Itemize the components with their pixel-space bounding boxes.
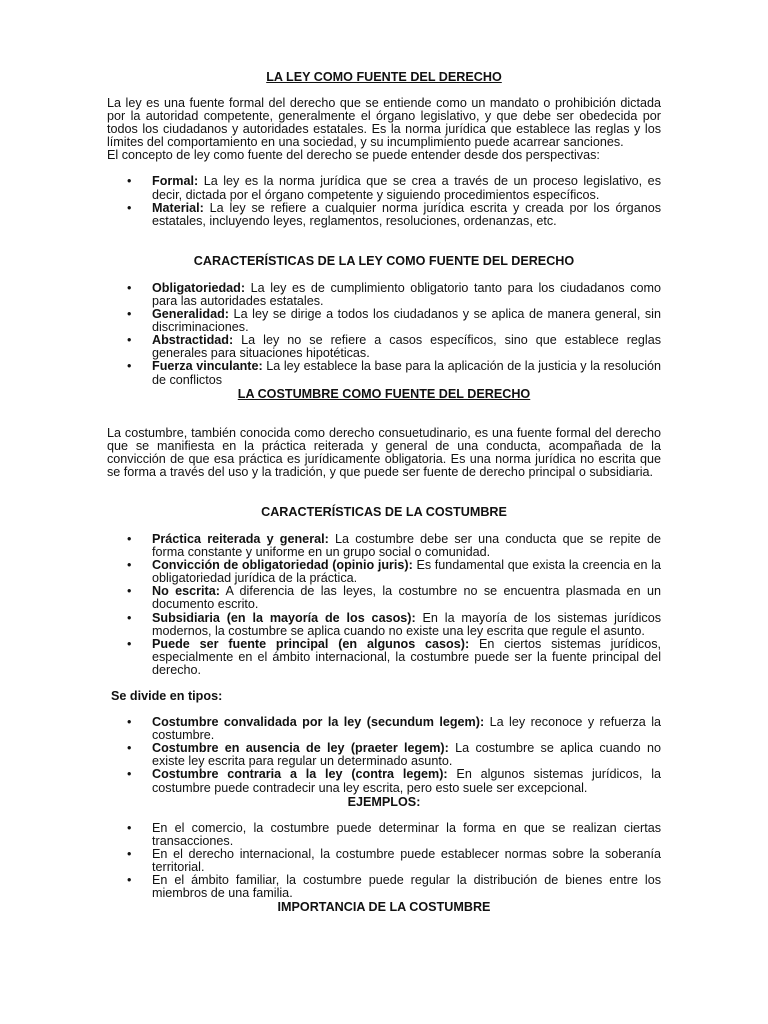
- list-item: [107, 308, 661, 334]
- section-title-importancia: IMPORTANCIA DE LA COSTUMBRE: [277, 900, 491, 915]
- bullet-icon: •: [127, 873, 132, 888]
- list-item: [107, 360, 661, 386]
- list-item: [107, 848, 661, 874]
- list-item: [107, 716, 661, 742]
- list-item: [107, 175, 661, 201]
- list-item: [107, 559, 661, 585]
- ley-perspectives-list: [107, 175, 661, 227]
- list-item-text: En el derecho internacional, la costumbre puede establecer normas sobre la soberanía territorial.: [152, 846, 661, 874]
- list-item-term: Costumbre convalidada por la ley (secundum legem):: [152, 715, 485, 730]
- list-item: [107, 334, 661, 360]
- list-item-term: Obligatoriedad:: [152, 280, 246, 295]
- list-item-term: Práctica reiterada y general:: [152, 531, 329, 546]
- bullet-icon: •: [127, 741, 132, 756]
- caracteristicas-ley-list: [107, 282, 661, 387]
- list-item-term: Costumbre en ausencia de ley (praeter legem):: [152, 741, 449, 756]
- document-body: [107, 70, 661, 914]
- ley-definition-paragraph: La ley es una fuente formal del derecho que se entiende como un mandato o prohibición dictada por la autoridad competente, generalmente el órgano legislativo, y que debe ser obedecida por todos los ciudadanos y autoridades estatales. Es la norma jurídica que establece las reglas y los límites del comportamiento en una sociedad, y su incumplimiento puede acarrear sanciones.: [107, 96, 661, 150]
- list-item-text: A diferencia de las leyes, la costumbre no se encuentra plasmada en un documento escrito.: [152, 584, 661, 612]
- list-item-text: La ley no se refiere a casos específicos, sino que establece reglas generales para situaciones hipotéticas.: [152, 333, 661, 361]
- ejemplos-list: [107, 822, 661, 901]
- list-item-text: La ley es la norma jurídica que se crea a través de un proceso legislativo, es decir, dictada por el órgano competente y siguiendo procedimientos específicos.: [152, 174, 661, 202]
- bullet-icon: •: [127, 333, 132, 348]
- bullet-icon: •: [127, 767, 132, 782]
- list-item-text: La ley reconoce y refuerza la costumbre.: [152, 715, 661, 743]
- list-item-text: En la mayoría de los sistemas jurídicos modernos, la costumbre se aplica cuando no existe una ley escrita que regule el asunto.: [152, 610, 661, 638]
- list-item: [107, 742, 661, 768]
- list-item: [107, 282, 661, 308]
- list-item-term: Convicción de obligatoriedad (opinio juris):: [152, 558, 413, 573]
- list-item-term: Fuerza vinculante:: [152, 359, 263, 374]
- list-item: [107, 638, 661, 677]
- list-item-term: Costumbre contraria a la ley (contra legem):: [152, 767, 448, 782]
- list-item-text: En el ámbito familiar, la costumbre puede regular la distribución de bienes entre los miembros de una familia.: [152, 873, 661, 901]
- list-item-term: Material:: [152, 200, 204, 215]
- caracteristicas-costumbre-list: [107, 533, 661, 677]
- list-item-text: La costumbre se aplica cuando no existe ley escrita para regular un determinado asunto.: [152, 741, 661, 769]
- bullet-icon: •: [127, 359, 132, 374]
- list-item-text: En ciertos sistemas jurídicos, especialmente en el ámbito internacional, la costumbre puede ser la fuente principal del derecho.: [152, 636, 661, 677]
- list-item-term: Abstractidad:: [152, 333, 234, 348]
- list-item-text: En algunos sistemas jurídicos, la costumbre puede contradecir una ley escrita, pero esto suele ser excepcional.: [152, 767, 661, 795]
- bullet-icon: •: [127, 531, 132, 546]
- list-item-text: La ley es de cumplimiento obligatorio tanto para los ciudadanos como para las autoridades estatales.: [152, 280, 661, 308]
- list-item-text: La ley se refiere a cualquier norma jurídica escrita y creada por los órganos estatales, incluyendo leyes, reglamentos, resoluciones, ordenanzas, etc.: [152, 200, 661, 228]
- bullet-icon: •: [127, 584, 132, 599]
- list-item-term: Subsidiaria (en la mayoría de los casos):: [152, 610, 416, 625]
- tipos-costumbre-list: [107, 716, 661, 795]
- list-item: [107, 585, 661, 611]
- list-item: [107, 612, 661, 638]
- list-item-term: No escrita:: [152, 584, 220, 599]
- list-item: [107, 874, 661, 900]
- bullet-icon: •: [127, 280, 132, 295]
- bullet-icon: •: [127, 558, 132, 573]
- list-item-text: Es fundamental que exista la creencia en la obligatoriedad jurídica de la práctica.: [152, 558, 661, 586]
- ley-perspectives-intro: El concepto de ley como fuente del derecho se puede entender desde dos perspectivas:: [107, 148, 600, 163]
- tipos-label: Se divide en tipos:: [111, 689, 223, 703]
- section-title-ley: LA LEY COMO FUENTE DEL DERECHO: [266, 70, 502, 84]
- bullet-icon: •: [127, 846, 132, 861]
- list-item: [107, 768, 661, 794]
- list-item-term: Formal:: [152, 174, 199, 189]
- list-item: [107, 202, 661, 228]
- section-title-caracteristicas-ley: CARACTERÍSTICAS DE LA LEY COMO FUENTE DEL DERECHO: [193, 253, 575, 268]
- list-item-text: La ley establece la base para la aplicación de la justicia y la resolución de conflictos: [152, 359, 661, 387]
- list-item: [107, 533, 661, 559]
- bullet-icon: •: [127, 820, 132, 835]
- bullet-icon: •: [127, 715, 132, 730]
- list-item: [107, 822, 661, 848]
- section-title-costumbre: LA COSTUMBRE COMO FUENTE DEL DERECHO: [237, 386, 531, 401]
- list-item-term: Puede ser fuente principal (en algunos casos):: [152, 636, 470, 651]
- bullet-icon: •: [127, 174, 132, 189]
- bullet-icon: •: [127, 200, 132, 215]
- list-item-text: La costumbre debe ser una conducta que se repite de forma constante y uniforme en un grupo social o comunidad.: [152, 531, 661, 560]
- section-title-caracteristicas-costumbre: CARACTERÍSTICAS DE LA COSTUMBRE: [261, 504, 507, 519]
- section-title-ejemplos: EJEMPLOS:: [347, 794, 421, 809]
- list-item-text: La ley se dirige a todos los ciudadanos y se aplica de manera general, sin discriminaciones.: [152, 307, 661, 335]
- bullet-icon: •: [127, 636, 132, 651]
- list-item-term: Generalidad:: [152, 307, 229, 322]
- bullet-icon: •: [127, 307, 132, 322]
- bullet-icon: •: [127, 610, 132, 625]
- list-item-text: En el comercio, la costumbre puede determinar la forma en que se realizan ciertas transacciones.: [152, 820, 661, 848]
- costumbre-definition-paragraph: La costumbre, también conocida como derecho consuetudinario, es una fuente formal del derecho que se manifiesta en la práctica reiterada y general de una conducta, acompañada de la convicción de que esa práctica es jurídicamente obligatoria. Es una norma jurídica no escrita que se forma a través del uso y la tradición, y que puede ser fuente de derecho principal o subsidiaria.: [107, 425, 661, 479]
